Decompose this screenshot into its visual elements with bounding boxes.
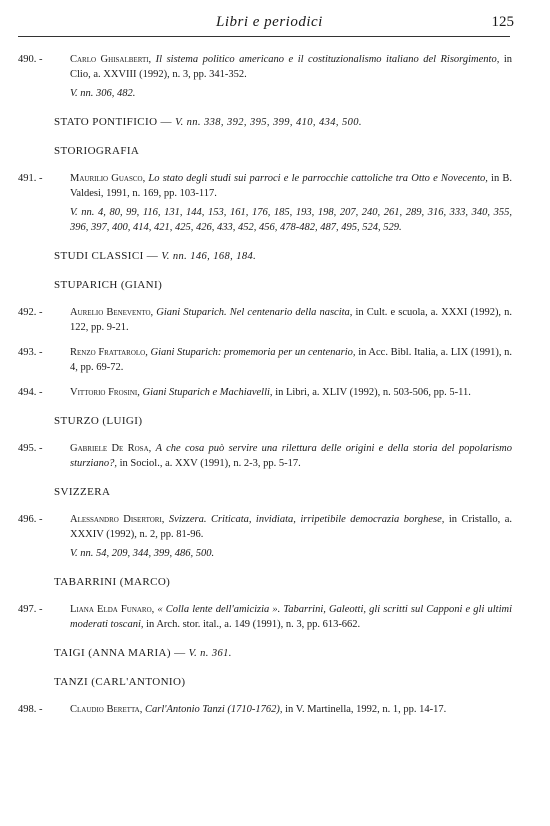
bibliography-entry <box>18 385 512 400</box>
heading-cross-reference: V. n. 361. <box>188 648 232 659</box>
entry-publication: in Arch. stor. ital., a. 149 (1991), n. 3, pp. 613-662. <box>146 619 361 630</box>
entry-author: Aurelio Benevento, <box>70 307 154 318</box>
heading-label: STURZO (LUIGI) <box>54 415 143 427</box>
heading-label: STORIOGRAFIA <box>54 145 140 157</box>
entry-cross-reference: V. nn. 54, 209, 344, 399, 486, 500. <box>70 548 215 559</box>
heading-label: STATO PONTIFICIO — <box>54 116 172 128</box>
bibliography-entry <box>18 602 512 632</box>
entry-title: Svizzera. Criticata, invidiata, irripetibile democrazia borghese, <box>168 514 445 525</box>
bibliography-entry <box>18 512 512 561</box>
entry-publication: in V. Martinella, 1992, n. 1, pp. 14-17. <box>285 704 447 715</box>
section-heading <box>54 575 512 590</box>
page-number: 125 <box>491 14 514 30</box>
bibliography-entry <box>18 171 512 235</box>
entry-author: Alessandro Disertori, <box>70 514 165 525</box>
running-title: Libri e periodici <box>216 14 323 30</box>
entry-title: « Colla lente dell'amicizia ». Tabarrini, Galeotti, gli scritti sul Capponi e gli ultimi moderati toscani, <box>70 604 512 630</box>
entry-author: Renzo Frattarolo, <box>70 347 148 358</box>
entry-title: Giani Stuparich e Machiavelli, <box>142 387 273 398</box>
entry-author: Gabriele De Rosa, <box>70 443 152 454</box>
entry-publication: in Clio, a. XXVIII (1992), n. 3, pp. 341-352. <box>70 54 512 80</box>
bibliography-entry <box>18 52 512 101</box>
entry-number: 494. - <box>18 387 43 398</box>
entry-number: 495. - <box>18 443 43 454</box>
section-heading <box>54 115 512 130</box>
heading-label: STUPARICH (GIANI) <box>54 279 163 291</box>
section-heading <box>54 249 512 264</box>
running-head <box>18 14 514 36</box>
heading-label: TAIGI (ANNA MARIA) — <box>54 647 186 659</box>
entry-cross-reference: V. nn. 4, 80, 99, 116, 131, 144, 153, 161, 176, 185, 193, 198, 207, 240, 261, 289, 316, 333, 340, 355, 396, 397, 400, 414, 421, 425, 426, 433, 452, 456, 478-482, 487, 495, 524, 529. <box>70 207 512 233</box>
section-heading <box>54 646 512 661</box>
bibliography-entry <box>18 345 512 375</box>
heading-label: TABARRINI (MARCO) <box>54 576 171 588</box>
bibliography-entry <box>18 441 512 471</box>
entry-number: 493. - <box>18 347 43 358</box>
entry-number: 496. - <box>18 514 43 525</box>
section-heading <box>54 675 512 690</box>
section-heading <box>54 485 512 500</box>
entry-publication: in Sociol., a. XXV (1991), n. 2-3, pp. 5-17. <box>119 458 301 469</box>
entry-author: Claudio Beretta, <box>70 704 143 715</box>
heading-label: STUDI CLASSICI — <box>54 250 159 262</box>
heading-cross-reference: V. nn. 146, 168, 184. <box>161 251 257 262</box>
entry-number: 490. - <box>18 54 43 65</box>
entry-title: Carl'Antonio Tanzi (1710-1762), <box>144 704 283 715</box>
entry-author: Liana Elda Funaro, <box>70 604 155 615</box>
entry-publication: in Libri, a. XLIV (1992), n. 503-506, pp. 5-11. <box>275 387 471 398</box>
section-heading <box>54 278 512 293</box>
heading-cross-reference: V. nn. 338, 392, 395, 399, 410, 434, 500. <box>175 117 362 128</box>
entry-title: A che cosa può servire una rilettura delle origini e della storia del popolarismo sturziano?, <box>70 443 512 469</box>
bibliography-body <box>18 52 512 727</box>
entry-number: 498. - <box>18 704 43 715</box>
entry-number: 497. - <box>18 604 43 615</box>
entry-publication: in B. Valdesi, 1991, n. 169, pp. 103-117. <box>70 173 513 199</box>
entry-author: Carlo Ghisalberti, <box>70 54 152 65</box>
entry-cross-reference: V. nn. 306, 482. <box>70 88 136 99</box>
header-rule <box>18 36 510 37</box>
entry-number: 491. - <box>18 173 43 184</box>
heading-label: SVIZZERA <box>54 486 111 498</box>
entry-number: 492. - <box>18 307 43 318</box>
section-heading <box>54 144 512 159</box>
entry-author: Maurilio Guasco, <box>70 173 146 184</box>
entry-publication: in Cristallo, a. XXXIV (1992), n. 2, pp. 81-96. <box>70 514 513 540</box>
entry-title: Il sistema politico americano e il costituzionalismo italiano del Risorgimento, <box>155 54 500 65</box>
entry-publication: in Acc. Bibl. Italia, a. LIX (1991), n. 4, pp. 69-72. <box>70 347 513 373</box>
entry-author: Vittorio Frosini, <box>70 387 140 398</box>
entry-title: Giani Stuparich. Nel centenario della nascita, <box>156 307 353 318</box>
entry-title: Lo stato degli studi sui parroci e le parrocchie cattoliche tra Otto e Novecento, <box>148 173 488 184</box>
entry-title: Giani Stuparich: promemoria per un centenario, <box>150 347 356 358</box>
entry-publication: in Cult. e scuola, a. XXXI (1992), n. 122, pp. 9-21. <box>70 307 513 333</box>
section-heading <box>54 414 512 429</box>
heading-label: TANZI (CARL'ANTONIO) <box>54 676 186 688</box>
bibliography-entry <box>18 305 512 335</box>
bibliography-entry <box>18 702 512 717</box>
